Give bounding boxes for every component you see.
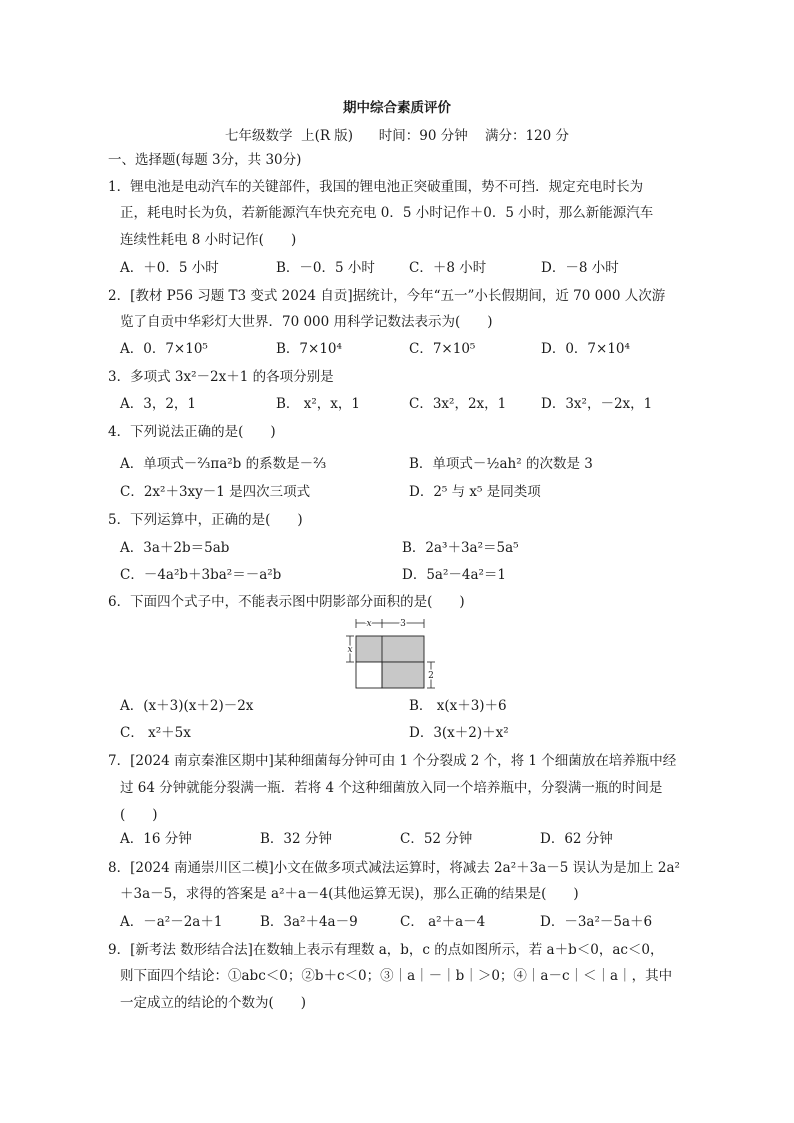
- question-2-option-d: D．0．7×10⁴: [541, 341, 630, 357]
- question-9-line-3: 一定成立的结论的个数为( ): [120, 995, 307, 1011]
- question-1-option-a: A．＋0．5 小时: [120, 260, 219, 276]
- figure-label-left-x: x: [347, 645, 353, 655]
- figure-label-right-2: 2: [428, 671, 434, 681]
- question-7-line-3: ( ): [120, 807, 158, 823]
- section-heading: 一、选择题(每题 3分，共 30分): [108, 152, 302, 168]
- question-5-option-c: C．－4a²b＋3ba²＝－a²b: [120, 567, 282, 583]
- figure-svg: [338, 618, 438, 692]
- question-8-option-c: C． a²＋a－4: [400, 914, 486, 930]
- question-2-line-2: 览了自贡中华彩灯大世界．70 000 用科学记数法表示为( ): [120, 314, 493, 330]
- question-5-option-b: B．2a³＋3a²＝5a⁵: [402, 540, 519, 556]
- question-7-option-c: C．52 分钟: [400, 831, 473, 847]
- question-8-option-a: A．－a²－2a＋1: [120, 914, 223, 930]
- question-1-line-1: 1．锂电池是电动汽车的关键部件，我国的锂电池正突破重围，势不可挡．规定充电时长为: [108, 179, 644, 195]
- question-3-option-d: D．3x²，－2x，1: [541, 396, 653, 412]
- question-6-option-c: C． x²＋5x: [120, 725, 191, 741]
- question-3-option-b: B． x²，x，1: [276, 396, 360, 412]
- exam-info: 七年级数学 上(R 版) 时间：90 分钟 满分：120 分: [224, 128, 569, 144]
- question-5-option-d: D．5a²－4a²＝1: [402, 567, 507, 583]
- question-5-line-1: 5．下列运算中，正确的是( ): [108, 512, 303, 528]
- question-8-option-b: B．3a²＋4a－9: [260, 914, 358, 930]
- question-4-option-d: D．2⁵ 与 x⁵ 是同类项: [409, 484, 541, 500]
- question-1-line-2: 正，耗电时长为负，若新能源汽车快充充电 0．5 小时记作＋0．5 小时，那么新能源汽车: [120, 205, 654, 221]
- question-3-option-a: A．3，2，1: [120, 396, 197, 412]
- question-5-option-a: A．3a＋2b＝5ab: [120, 540, 230, 556]
- figure-label-top-x: x: [366, 619, 372, 629]
- question-1-option-b: B．－0．5 小时: [276, 260, 375, 276]
- question-1-option-d: D．－8 小时: [541, 260, 619, 276]
- question-3-line-1: 3．多项式 3x²－2x＋1 的各项分别是: [108, 369, 334, 385]
- question-2-option-c: C．7×10⁵: [409, 341, 476, 357]
- question-8-option-d: D．－3a²－5a＋6: [540, 914, 653, 930]
- question-7-option-a: A．16 分钟: [120, 831, 192, 847]
- question-4-option-b: B．单项式－½ah² 的次数是 3: [409, 456, 593, 472]
- figure-label-top-3: 3: [400, 619, 406, 629]
- question-6-line-1: 6．下面四个式子中，不能表示图中阴影部分面积的是( ): [108, 594, 465, 610]
- question-9-line-2: 则下面四个结论：①abc＜0；②b＋c＜0；③｜a｜－｜b｜＞0；④｜a－c｜＜｜a｜，其中: [120, 968, 673, 984]
- question-1-option-c: C．＋8 小时: [409, 260, 487, 276]
- question-4-line-1: 4．下列说法正确的是( ): [108, 424, 276, 440]
- shaded-area-figure: [338, 618, 438, 692]
- question-6-option-b: B． x(x＋3)＋6: [409, 698, 507, 714]
- question-7-option-d: D．62 分钟: [540, 831, 613, 847]
- question-1-line-3: 连续性耗电 8 小时记作( ): [120, 232, 297, 248]
- question-8-line-1: 8．[2024 南通崇川区二模]小文在做多项式减法运算时，将减去 2a²＋3a－5 误认为是加上 2a²: [108, 860, 680, 876]
- question-9-line-1: 9．[新考法 数形结合法]在数轴上表示有理数 a，b，c 的点如图所示，若 a＋b＜0，ac＜0，: [108, 942, 664, 958]
- question-3-option-c: C．3x²，2x，1: [409, 396, 507, 412]
- question-7-option-b: B．32 分钟: [260, 831, 332, 847]
- question-8-line-2: ＋3a－5，求得的答案是 a²＋a－4(其他运算无误)，那么正确的结果是( ): [120, 886, 579, 902]
- page-title: 期中综合素质评价: [343, 100, 451, 116]
- question-6-option-a: A．(x＋3)(x＋2)－2x: [120, 698, 254, 714]
- question-4-option-c: C．2x²＋3xy－1 是四次三项式: [120, 484, 311, 500]
- question-2-option-b: B．7×10⁴: [276, 341, 342, 357]
- question-2-line-1: 2．[教材 P56 习题 T3 变式 2024 自贡]据统计，今年“五一”小长假期间，近 70 000 人次游: [108, 288, 666, 304]
- question-6-option-d: D．3(x＋2)＋x²: [409, 725, 509, 741]
- question-7-line-1: 7．[2024 南京秦淮区期中]某种细菌每分钟可由 1 个分裂成 2 个，将 1 个细菌放在培养瓶中经: [108, 753, 677, 769]
- question-7-line-2: 过 64 分钟就能分裂满一瓶．若将 4 个这种细菌放入同一个培养瓶中，分裂满一瓶的时间是: [120, 780, 663, 796]
- question-4-option-a: A．单项式－⅔πa²b 的系数是－⅔: [120, 456, 327, 472]
- question-2-option-a: A．0．7×10⁵: [120, 341, 208, 357]
